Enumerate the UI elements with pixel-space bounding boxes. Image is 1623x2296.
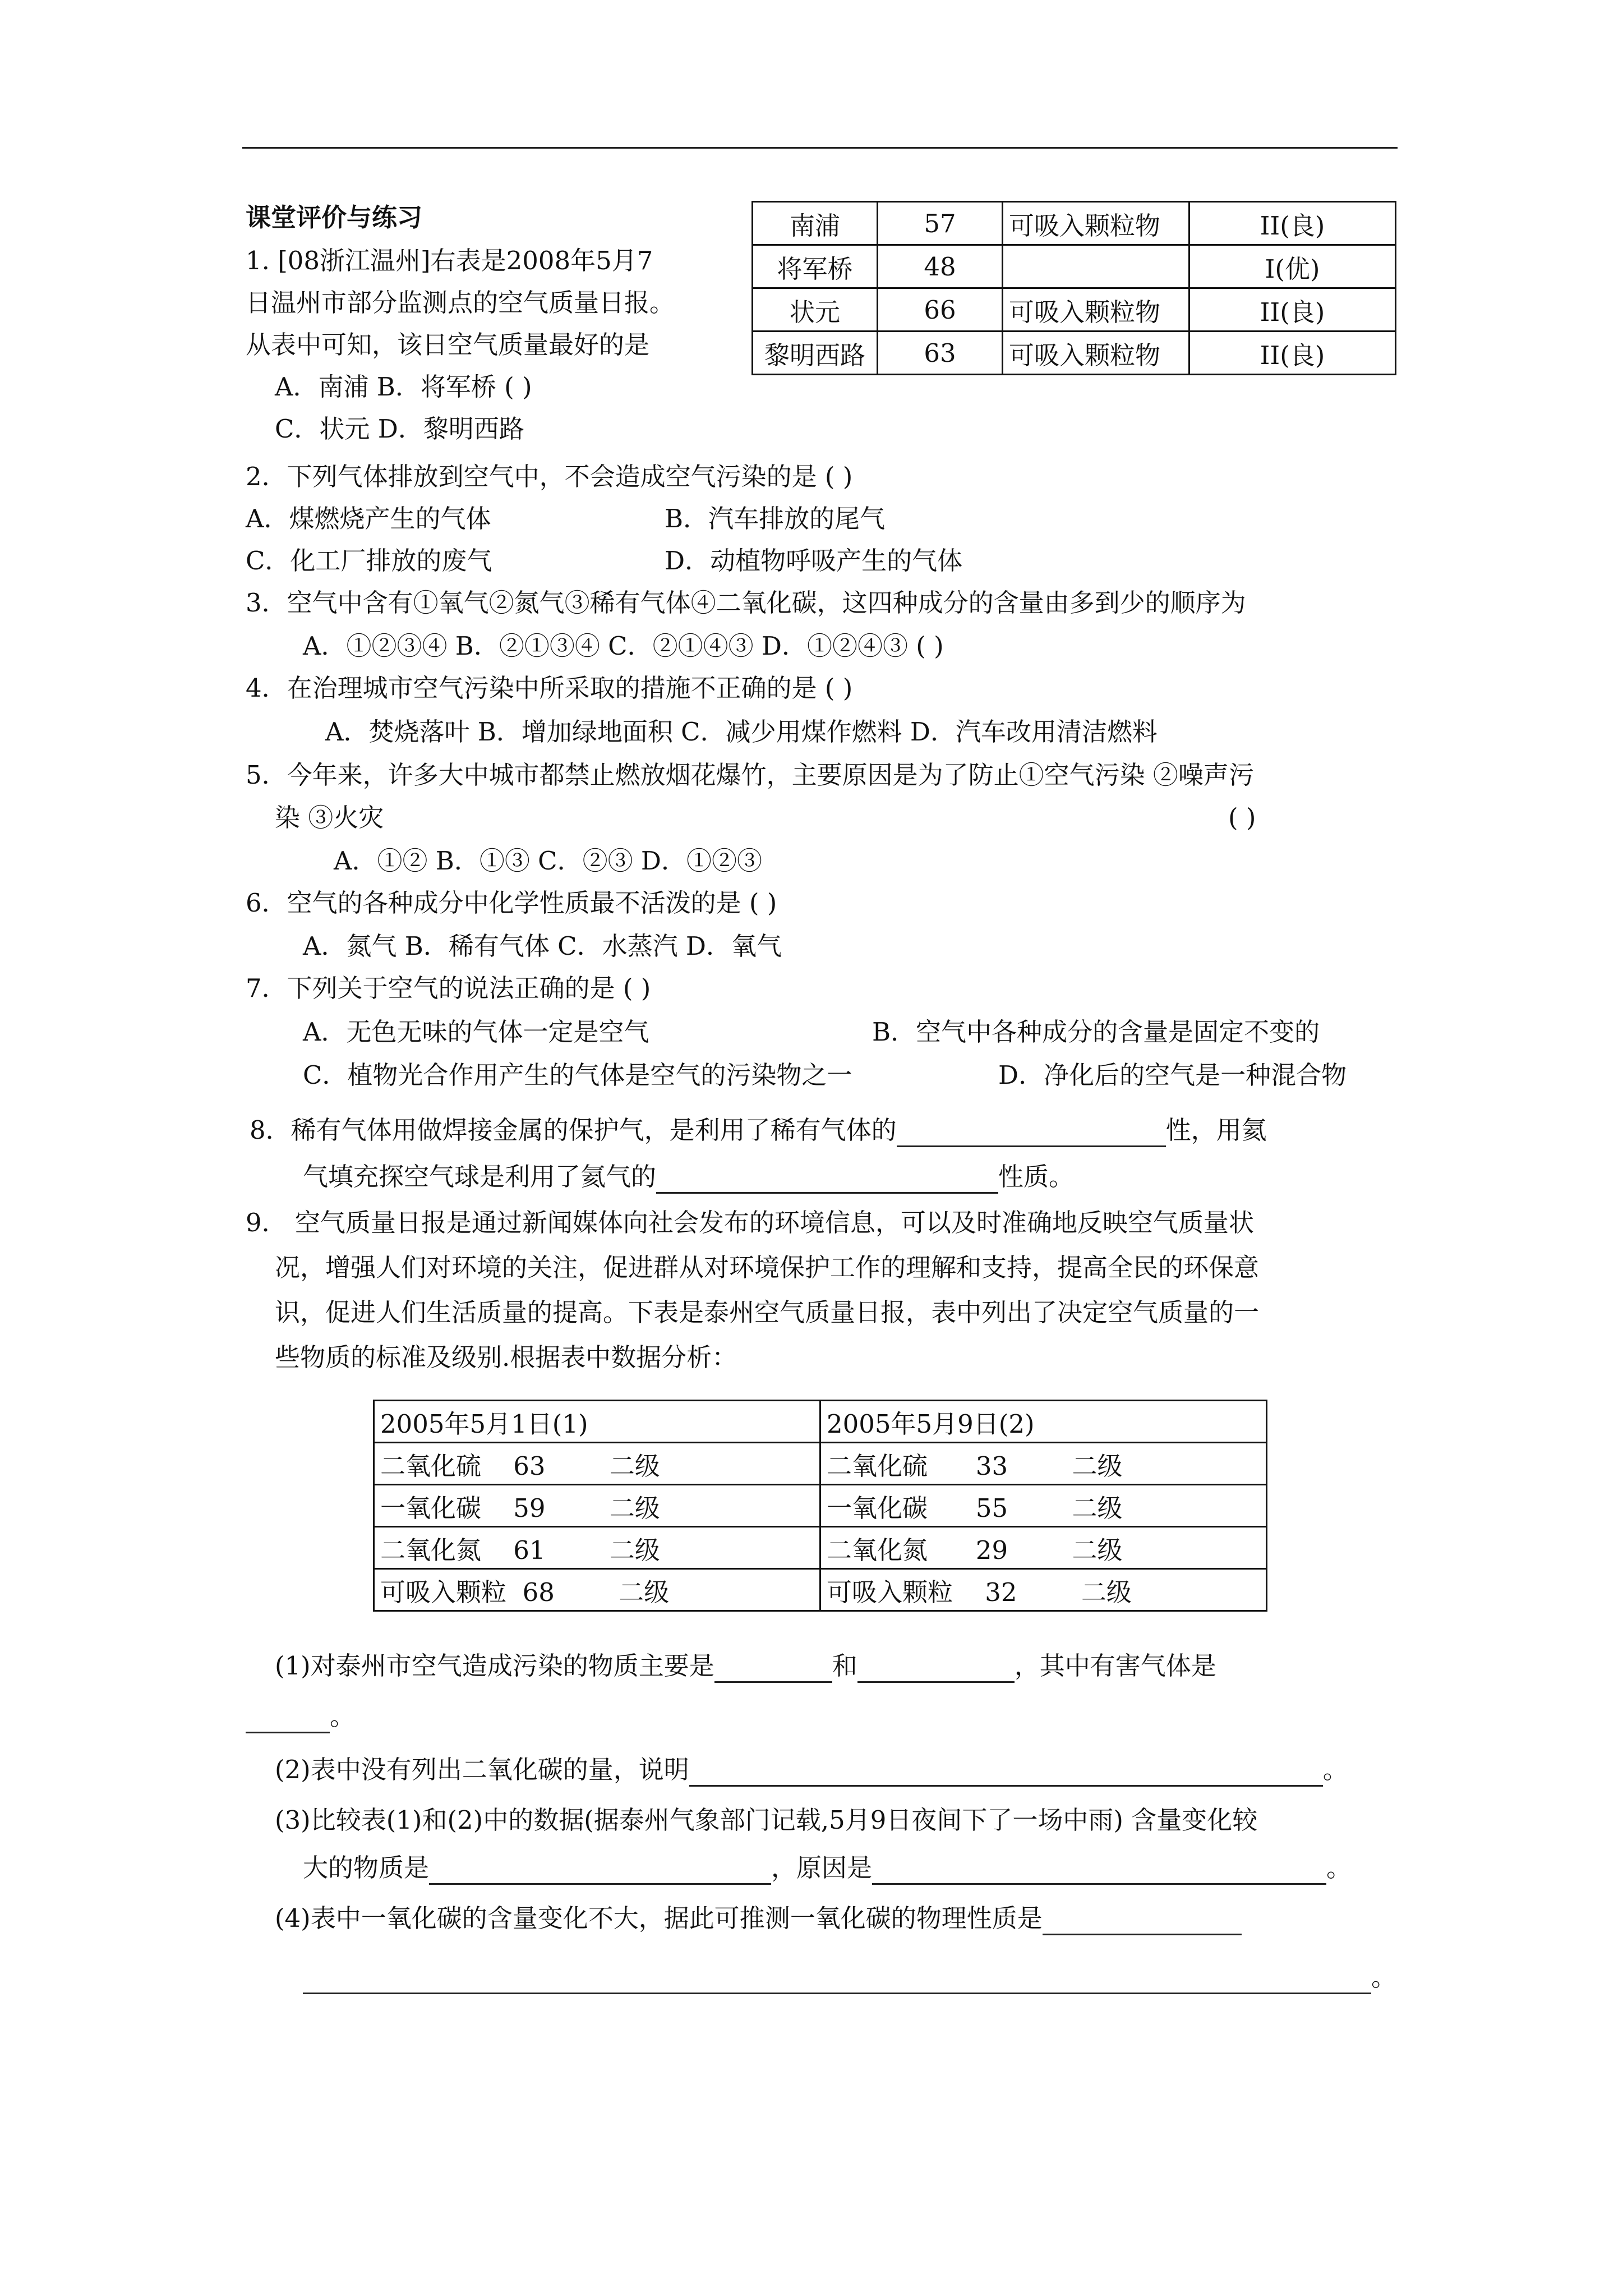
q8-text-3: 气填充探空气球是利用了氦气的: [303, 1162, 657, 1191]
table-header-row: [374, 1401, 1267, 1443]
q7-option-a: A．无色无味的气体一定是空气: [303, 1017, 649, 1047]
q5-answer-paren: ( ): [1228, 803, 1256, 832]
q1-air-quality-table: [751, 201, 1396, 375]
q9-line-3: 识，促进人们生活质量的提高。下表是泰州空气质量日报，表中列出了决定空气质量的一: [275, 1297, 1260, 1327]
q2-option-c: C．化工厂排放的废气: [246, 546, 492, 576]
table-cell: 将军桥: [753, 245, 878, 288]
table-cell: II(良): [1189, 202, 1396, 245]
section-title: 课堂评价与练习: [246, 203, 423, 232]
table-cell: II(良): [1189, 332, 1396, 375]
q7-stem: 7．下列关于空气的说法正确的是 ( ): [246, 973, 651, 1003]
table-cell: 可吸入颗粒物: [1003, 202, 1189, 245]
q9-sub1-text-b: 和: [832, 1651, 857, 1681]
q3-stem: 3．空气中含有①氧气②氮气③稀有气体④二氧化碳，这四种成分的含量由多到少的顺序为: [246, 588, 1246, 618]
table-cell: 南浦: [753, 202, 878, 245]
q9-sub4-text-b: 。: [1371, 1962, 1397, 1992]
table-cell: 二氧化硫 33 二级: [820, 1443, 1267, 1485]
table-row: [374, 1443, 1267, 1485]
q6-options: A．氮气 B．稀有气体 C．水蒸汽 D．氧气: [303, 931, 782, 961]
q9-sub2-text-b: 。: [1322, 1755, 1348, 1784]
table-cell: 一氧化碳 55 二级: [820, 1485, 1267, 1527]
q3-options: A．①②③④ B．②①③④ C．②①④③ D．①②④③ ( ): [303, 631, 944, 661]
q9-sub3-line-1: (3)比较表(1)和(2)中的数据(据泰州气象部门记载,5月9日夜间下了一场中雨) 含量变化较: [275, 1805, 1258, 1835]
q9-sub1-text-c: ，其中有害气体是: [1014, 1651, 1216, 1681]
q9-sub4-text-a: (4)表中一氧化碳的含量变化不大，据此可推测一氧化碳的物理性质是: [275, 1903, 1043, 1933]
q9-sub2-line: [275, 1753, 1348, 1787]
table-header-cell: 2005年5月9日(2): [820, 1401, 1267, 1443]
q9-sub3-blank-1[interactable]: [429, 1857, 771, 1885]
table-cell: I(优): [1189, 245, 1396, 288]
table-cell: 57: [878, 202, 1003, 245]
q9-sub2-blank[interactable]: [689, 1759, 1323, 1787]
q9-line-1: 9． 空气质量日报是通过新闻媒体向社会发布的环境信息，可以及时准确地反映空气质量状: [246, 1208, 1254, 1237]
table-cell: 可吸入颗粒物: [1003, 288, 1189, 332]
q9-sub1-blank-2[interactable]: [857, 1655, 1015, 1683]
q9-sub3-blank-2[interactable]: [872, 1857, 1326, 1885]
table-cell: II(良): [1189, 288, 1396, 332]
q9-sub1-blank-3[interactable]: [246, 1706, 330, 1733]
table-cell: 可吸入颗粒物: [1003, 332, 1189, 375]
q9-sub3-text-b: 大的物质是: [303, 1853, 430, 1883]
q5-stem: 5．今年来，许多大中城市都禁止燃放烟花爆竹，主要原因是为了防止①空气污染 ②噪声污: [246, 760, 1254, 790]
table-cell: 状元: [753, 288, 878, 332]
q9-sub3-text-d: 。: [1326, 1853, 1352, 1883]
table-row: [374, 1569, 1267, 1611]
q1-line-3: 从表中可知，该日空气质量最好的是: [246, 330, 650, 360]
q9-sub4-blank-1[interactable]: [1043, 1908, 1242, 1935]
table-row: [753, 288, 1396, 332]
q9-sub2-text-a: (2)表中没有列出二氧化碳的量，说明: [275, 1755, 689, 1784]
table-cell: 黎明西路: [753, 332, 878, 375]
table-cell: 一氧化碳 59 二级: [374, 1485, 820, 1527]
q9-sub3-line-2: [303, 1851, 1352, 1885]
q1-line-1: 1. [08浙江温州]右表是2008年5月7: [246, 246, 653, 275]
q9-taizhou-table: [373, 1400, 1267, 1612]
table-cell: 63: [878, 332, 1003, 375]
table-row: [753, 202, 1396, 245]
q8-blank-1[interactable]: [897, 1120, 1166, 1147]
q9-sub4-line: [275, 1902, 1242, 1935]
table-cell: 二氧化氮 61 二级: [374, 1527, 820, 1569]
q9-sub1-line: [275, 1649, 1216, 1683]
q9-sub1-blank-1[interactable]: [714, 1655, 832, 1683]
table-row: [753, 332, 1396, 375]
q9-sub1-text-d: 。: [330, 1701, 356, 1731]
table-row: [753, 245, 1396, 288]
q7-option-c: C．植物光合作用产生的气体是空气的污染物之一: [303, 1060, 852, 1090]
q1-options-cd: C．状元 D．黎明西路: [275, 414, 524, 444]
q2-option-d: D．动植物呼吸产生的气体: [665, 546, 963, 576]
table-cell: 66: [878, 288, 1003, 332]
q8-text-4: 性质。: [998, 1162, 1075, 1191]
q4-stem: 4．在治理城市空气污染中所采取的措施不正确的是 ( ): [246, 673, 853, 703]
q9-sub4-blank-2[interactable]: [303, 1967, 1371, 1994]
q7-option-d: D．净化后的空气是一种混合物: [998, 1060, 1347, 1090]
q9-line-4: 些物质的标准及级别.根据表中数据分析：: [275, 1342, 737, 1372]
q9-sub3-text-c: ，原因是: [771, 1853, 873, 1883]
table-header-cell: 2005年5月1日(1): [374, 1401, 820, 1443]
q6-stem: 6．空气的各种成分中化学性质最不活泼的是 ( ): [246, 888, 777, 918]
table-row: [374, 1485, 1267, 1527]
header-rule: [242, 147, 1398, 149]
q8-line-2: [303, 1160, 1074, 1194]
table-cell: 48: [878, 245, 1003, 288]
q8-text-1: 8．稀有气体用做焊接金属的保护气，是利用了稀有气体的: [250, 1115, 897, 1145]
q9-sub4-line-cont: [303, 1961, 1396, 1994]
q8-line-1: [250, 1114, 1267, 1147]
table-cell: 二氧化硫 63 二级: [374, 1443, 820, 1485]
q9-sub1-text-a: (1)对泰州市空气造成污染的物质主要是: [275, 1651, 714, 1681]
q5-options: A．①② B．①③ C．②③ D．①②③: [334, 846, 762, 876]
table-cell: 可吸入颗粒 68 二级: [374, 1569, 820, 1611]
q8-text-2: 性，用氦: [1165, 1115, 1267, 1145]
q2-stem: 2．下列气体排放到空气中，不会造成空气污染的是 ( ): [246, 462, 853, 491]
table-row: [374, 1527, 1267, 1569]
q1-options-ab: A．南浦 B．将军桥 ( ): [275, 372, 532, 402]
q9-line-2: 况，增强人们对环境的关注，促进群从对环境保护工作的理解和支持，提高全民的环保意: [275, 1253, 1260, 1282]
table-cell: 二氧化氮 29 二级: [820, 1527, 1267, 1569]
q7-option-b: B．空气中各种成分的含量是固定不变的: [872, 1017, 1320, 1047]
q1-line-2: 日温州市部分监测点的空气质量日报。: [246, 288, 675, 318]
q2-option-a: A．煤燃烧产生的气体: [246, 504, 491, 533]
q4-options: A．焚烧落叶 B．增加绿地面积 C．减少用煤作燃料 D．汽车改用清洁燃料: [325, 717, 1158, 747]
q5-stem-cont: 染 ③火灾: [275, 803, 384, 832]
q9-sub1-line-cont: [246, 1700, 355, 1733]
table-cell: 可吸入颗粒 32 二级: [820, 1569, 1267, 1611]
q8-blank-2[interactable]: [656, 1166, 998, 1194]
q2-option-b: B．汽车排放的尾气: [665, 504, 886, 533]
table-cell: [1003, 245, 1189, 288]
